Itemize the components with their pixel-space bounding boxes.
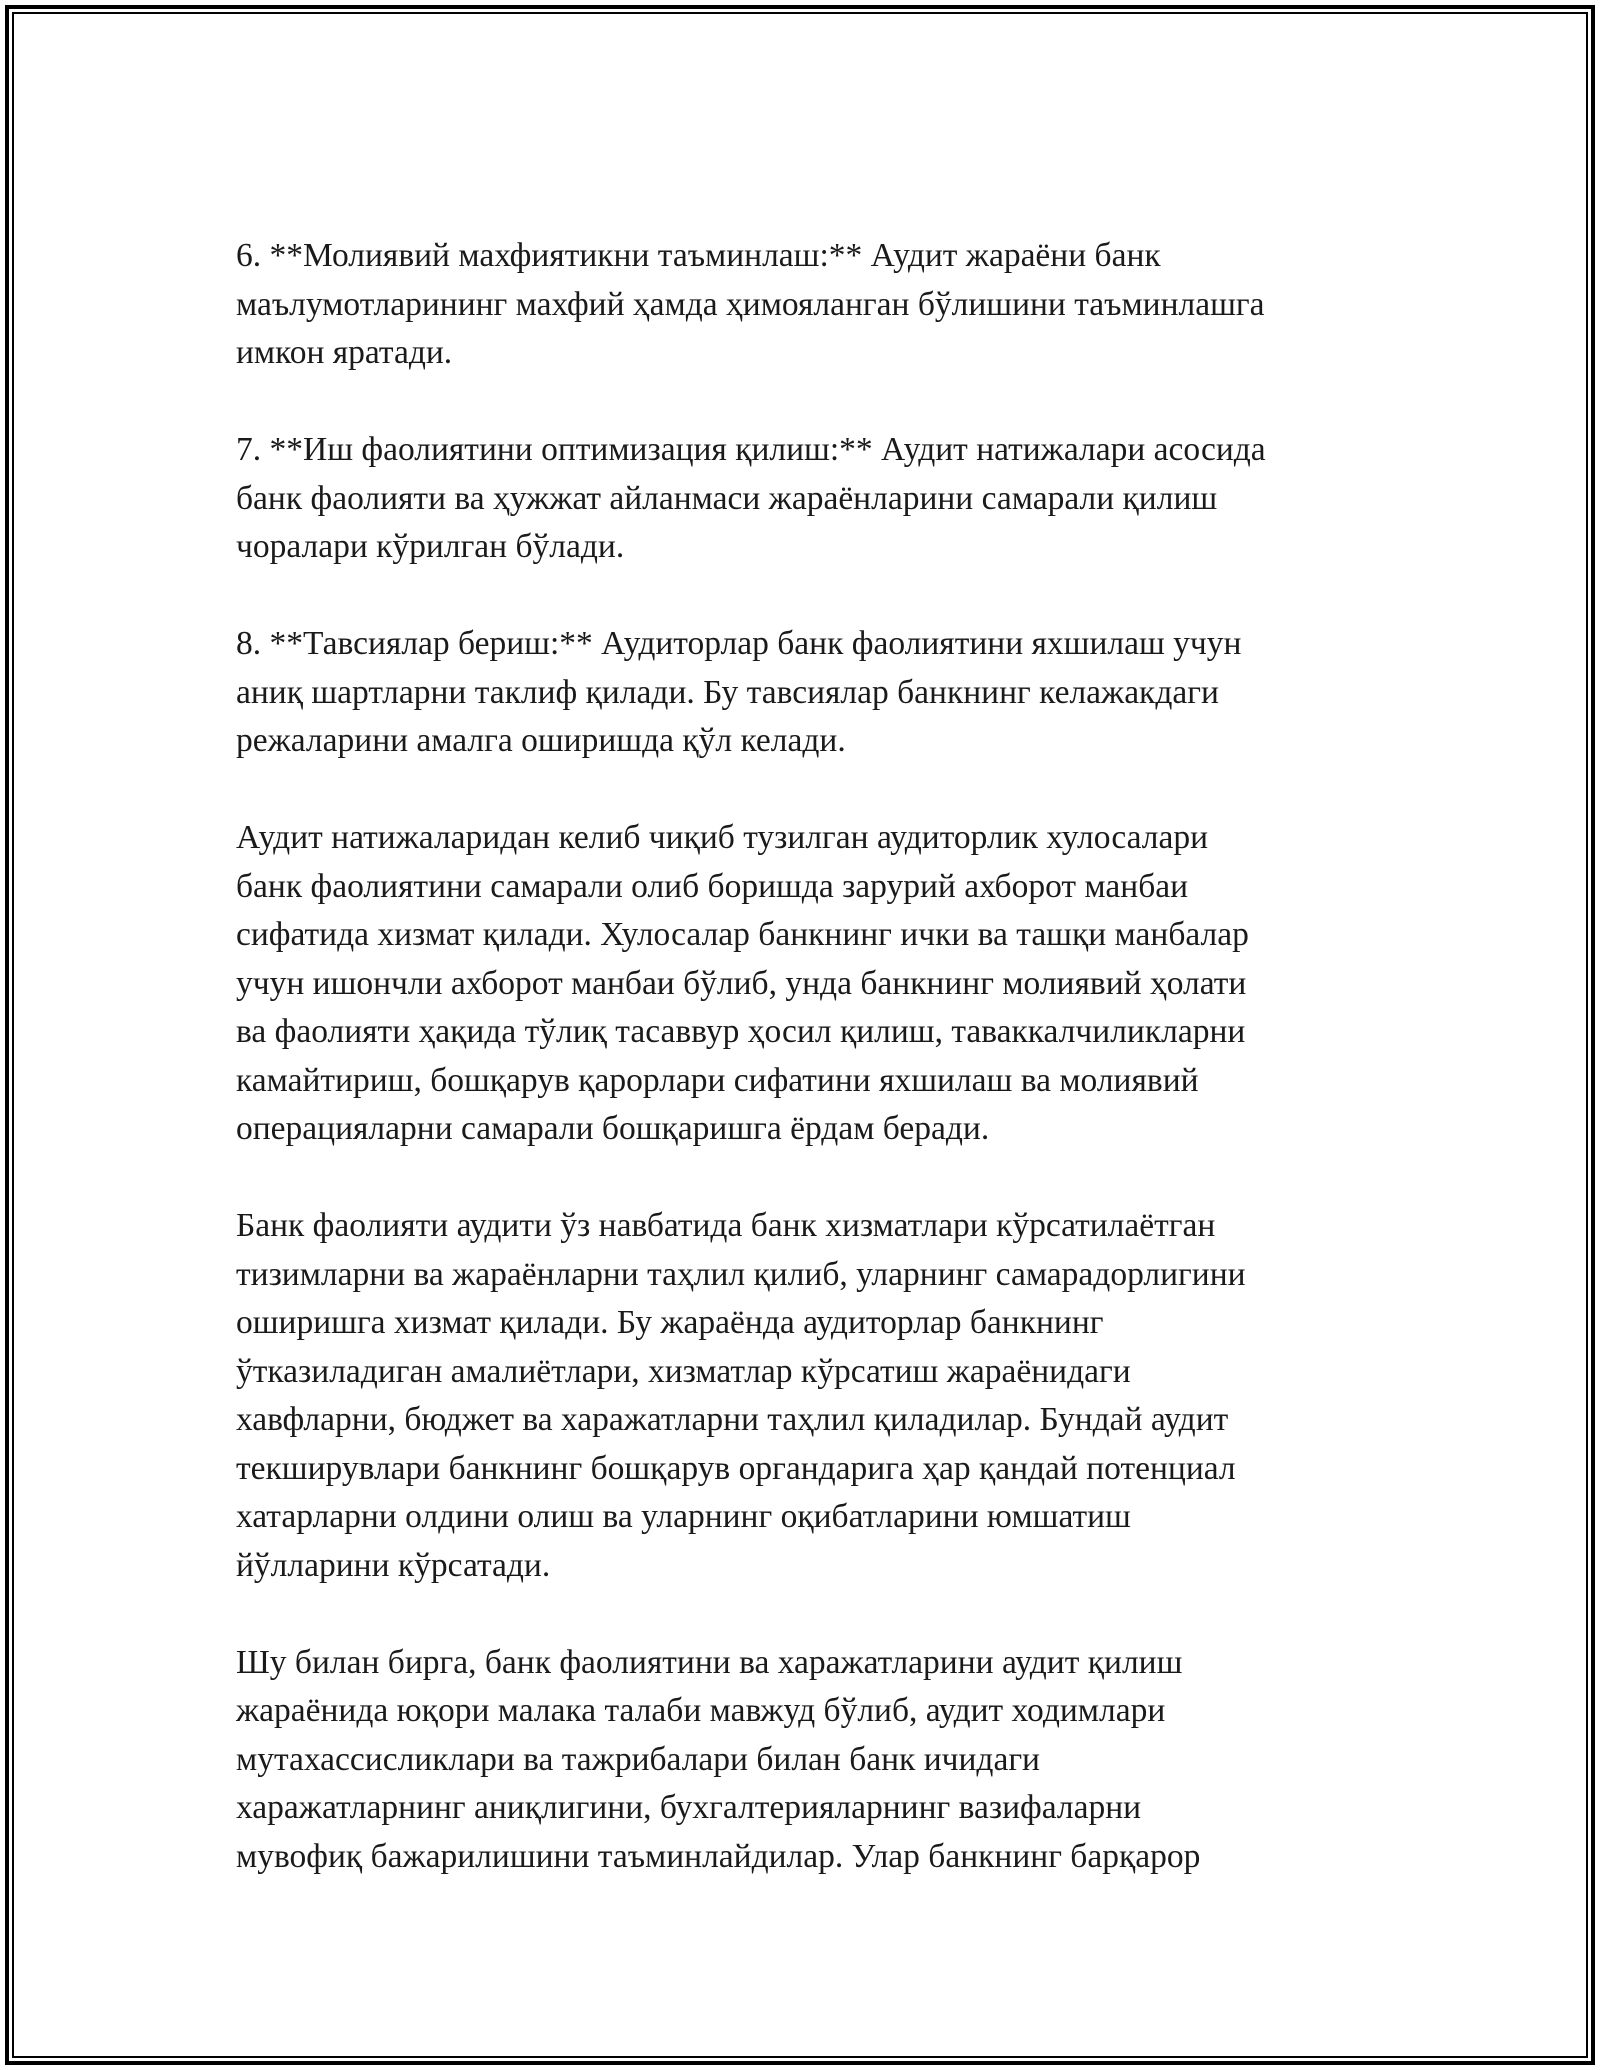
text-line: Аудит натижаларидан келиб чиқиб тузилган аудиторлик хулосалари (236, 819, 1209, 856)
text-line: учун ишончли ахборот манбаи бўлиб, унда банкнинг молиявий ҳолати (236, 964, 1247, 1002)
text-line: оширишга хизмат қилади. Бу жараёнда аудиторлар банкнинг (236, 1304, 1104, 1341)
text-line: 7. **Иш фаолиятини оптимизация қилиш:** Аудит натижалари асосида (236, 431, 1266, 468)
text-line: сифатида хизмат қилади. Хулосалар банкнинг ички ва ташқи манбалар (236, 916, 1249, 953)
text-line: банк фаолияти ва ҳужжат айланмаси жараёнларини самарали қилиш (236, 479, 1218, 517)
text-line: харажатларнинг аниқлигини, бухгалтерияларнинг вазифаларни (236, 1789, 1142, 1826)
paragraph-audit-conclusions (236, 814, 1381, 1154)
text-line: 8. **Тавсиялар бериш:** Аудиторлар банк фаолиятини яхшилаш учун (236, 625, 1242, 662)
paragraph-bank-activity-audit (236, 1202, 1381, 1590)
text-line: аниқ шартларни таклиф қилади. Бу тавсиялар банкнинг келажакдаги (236, 673, 1219, 711)
text-line: текширувлари банкнинг бошқарув органдарига ҳар қандай потенциал (236, 1449, 1236, 1487)
text-line: режаларини амалга оширишда қўл келади. (236, 722, 846, 759)
text-line: йўлларини кўрсатади. (236, 1546, 551, 1584)
text-line: операцияларни самарали бошқаришга ёрдам беради. (236, 1110, 990, 1147)
text-line: хатарларни олдини олиш ва уларнинг оқибатларини юмшатиш (236, 1498, 1131, 1535)
text-line: банк фаолиятини самарали олиб боришда зарурий ахборот манбаи (236, 867, 1189, 905)
text-line: камайтириш, бошқарув қарорлари сифатини яхшилаш ва молиявий (236, 1061, 1199, 1099)
text-line: чоралари кўрилган бўлади. (236, 528, 625, 565)
paragraph-item-7 (236, 426, 1381, 572)
text-line: Банк фаолияти аудити ўз навбатида банк хизматлари кўрсатилаётган (236, 1207, 1216, 1244)
paragraph-item-8 (236, 620, 1381, 766)
paragraph-qualification (236, 1639, 1381, 1882)
text-line: жараёнида юқори малака талаби мавжуд бўлиб, аудит ходимлари (236, 1692, 1166, 1729)
text-line: ўтказиладиган амалиётлари, хизматлар кўрсатиш жараёнидаги (236, 1352, 1131, 1390)
paragraph-item-6 (236, 232, 1381, 378)
text-line: ва фаолияти ҳақида тўлиқ тасаввур ҳосил қилиш, таваккалчиликларни (236, 1013, 1246, 1050)
text-line: тизимларни ва жараёнларни таҳлил қилиб, уларнинг самарадорлигини (236, 1255, 1246, 1293)
document-body (236, 232, 1381, 1930)
text-line: Шу билан бирга, банк фаолиятини ва харажатларини аудит қилиш (236, 1643, 1183, 1681)
text-line: хавфларни, бюджет ва харажатларни таҳлил қиладилар. Бундай аудит (236, 1401, 1229, 1438)
text-line: имкон яратади. (236, 334, 453, 371)
text-line: мутахассисликлари ва тажрибалари билан банк ичидаги (236, 1740, 1040, 1778)
text-line: 6. **Молиявий махфиятикни таъминлаш:** Аудит жараёни банк (236, 237, 1161, 274)
text-line: маълумотларининг махфий ҳамда ҳимояланган бўлишини таъминлашга (236, 285, 1265, 323)
text-line: мувофиқ бажарилишини таъминлайдилар. Улар банкнинг барқарор (236, 1837, 1201, 1875)
